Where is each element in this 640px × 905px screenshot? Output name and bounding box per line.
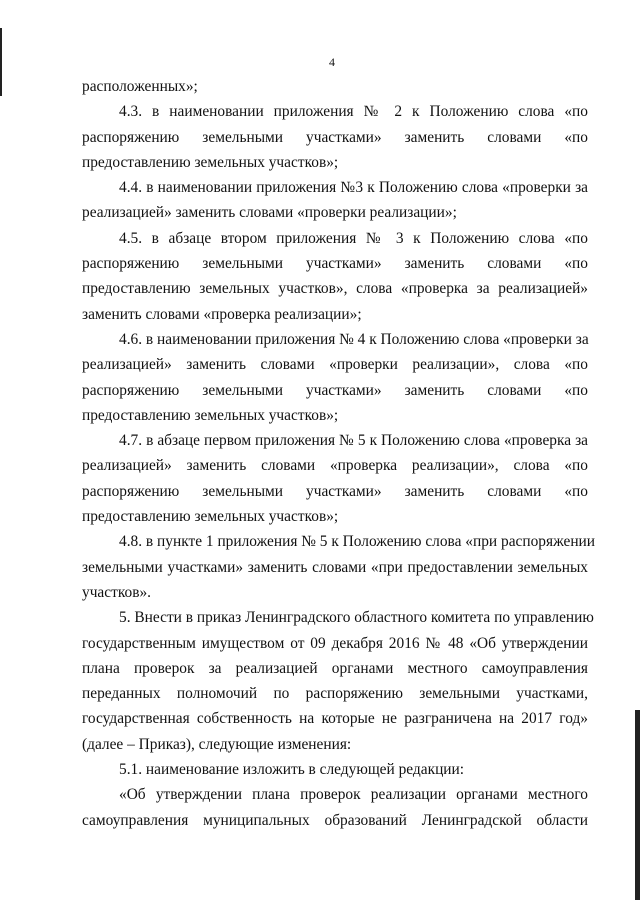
text-line: «Об утверждении плана проверок реализации органами местного (119, 786, 588, 804)
paragraph-p4 (82, 327, 588, 428)
document-body (82, 74, 596, 833)
paragraph-p0 (82, 74, 588, 99)
text-line: заменить словами «проверка реализации»; (82, 305, 362, 323)
text-line: распоряжению земельными участками» заменить словами «по (82, 482, 588, 500)
text-line: предоставлению земельных участков»; (82, 153, 339, 171)
paragraph-p5 (82, 428, 588, 529)
text-line: 4.4. в наименовании приложения №3 к Положению слова «проверки за (119, 179, 588, 197)
page-number: 4 (329, 55, 335, 69)
text-line: 5.1. наименование изложить в следующей редакции: (119, 761, 465, 779)
text-line: предоставлению земельных участков»; (82, 508, 339, 526)
paragraph-p9 (82, 782, 588, 833)
text-line: самоуправления муниципальных образований Ленинградской области (82, 811, 588, 829)
text-line: 5. Внести в приказ Ленинградского областного комитета по управлению (119, 609, 594, 627)
text-line: расположенных»; (82, 78, 198, 95)
paragraph-p6 (82, 529, 596, 605)
text-line: реализацией» заменить словами «проверки реализации»; (82, 204, 457, 222)
text-line: переданных полномочий по распоряжению земельными участками, (82, 685, 588, 703)
text-line: предоставлению земельных участков», слова «проверка за реализацией» (82, 280, 588, 298)
paragraph-p2 (82, 175, 588, 226)
text-line: земельными участками» заменить словами «при предоставлении земельных (82, 558, 588, 576)
text-line: 4.3. в наименовании приложения № 2 к Положению слова «по (119, 103, 588, 121)
text-line: распоряжению земельными участками» заменить словами «по (82, 128, 588, 146)
text-line: реализацией» заменить словами «проверки реализации», слова «по (82, 356, 588, 374)
paragraph-p8 (82, 757, 588, 782)
paragraph-p1 (82, 99, 588, 175)
text-line: плана проверок за реализацией органами местного самоуправления (82, 659, 588, 677)
text-line: 4.7. в абзаце первом приложения № 5 к Положению слова «проверка за (119, 432, 588, 450)
text-line: распоряжению земельными участками» заменить словами «по (82, 255, 588, 273)
text-line: государственным имуществом от 09 декабря 2016 № 48 «Об утверждении (82, 634, 588, 652)
text-line: 4.6. в наименовании приложения № 4 к Положению слова «проверки за (119, 330, 589, 348)
paragraph-p3 (82, 226, 588, 327)
scan-edge-mark-right (635, 710, 640, 900)
text-line: (далее – Приказ), следующие изменения: (82, 735, 352, 753)
text-line: государственная собственность на которые не разграничена на 2017 год» (82, 710, 588, 728)
text-line: участков». (82, 583, 152, 601)
text-line: 4.8. в пункте 1 приложения № 5 к Положению слова «при распоряжении (119, 533, 596, 551)
text-line: 4.5. в абзаце втором приложения № 3 к Положению слова «по (119, 229, 588, 247)
paragraph-p7 (82, 605, 594, 757)
text-line: реализацией» заменить словами «проверка реализации», слова «по (82, 457, 588, 475)
text-line: распоряжению земельными участками» заменить словами «по (82, 381, 588, 399)
text-line: предоставлению земельных участков»; (82, 406, 339, 424)
